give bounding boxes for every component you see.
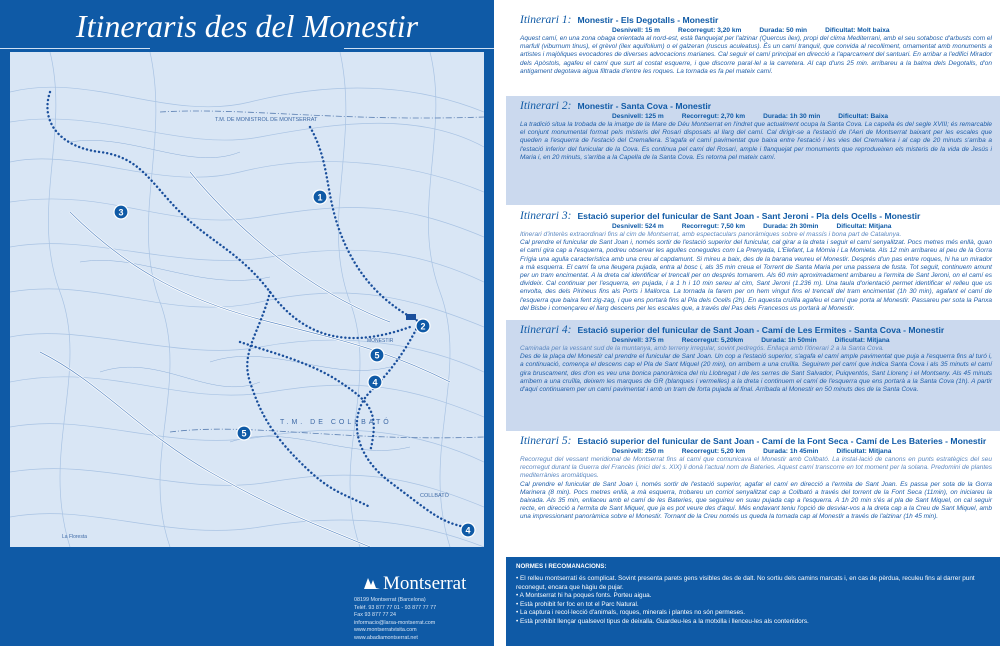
stat-durada: Durada: 50 min — [759, 27, 808, 34]
svg-text:3: 3 — [118, 207, 124, 218]
itinerary-label: Itinerari 4: — [520, 324, 572, 336]
stat-durada: Durada: 1h 50min — [761, 337, 817, 344]
route-marker-2[interactable] — [416, 319, 430, 333]
stat-durada: Durada: 1h 30 min — [763, 113, 821, 120]
route-map — [10, 52, 484, 547]
contour-lines — [10, 52, 484, 547]
svg-text:4: 4 — [465, 525, 471, 536]
stat-recorregut: Recorregut: 2,70 km — [681, 113, 746, 120]
route-marker-4[interactable] — [368, 375, 382, 389]
itinerary-stats — [612, 337, 992, 344]
norm-item: • A Montserrat hi ha poques fonts. Porteu aigua. — [516, 592, 652, 600]
contact-address: 08199 Montserrat (Barcelona) — [354, 597, 426, 603]
map-label-municipal-1: T.M. DE MONISTROL DE MONTSERRAT — [215, 117, 318, 123]
itinerary-description: Des de la plaça del Monestir cal prendre el funicular de Sant Joan. Un cop a l'estació superior, s'agafa el camí ample pavimentat que puja a l'esquerra fins al turó i, a continuació, comença el descens cap el Pla de Sant Miquel (20 min), on arribem a una cruïlla. Seguirem pel camí que indica Santa Cova i als 35 minuts el camí gira bruscament, des d'on es veu una bonica panoràmica del riu Llobregat i de les serres de Sant Salvador, Puiqventós, Sant Llorenç i el Montseny. Als 45 minuts arribem a una cruïlla, deixem les marques de GR (blanques i vermelles) a la dreta i continuem el camí de l'esquerra que ens portarà a la Santa Cova (1h). A partir d'aquí continuarem per un camí pavimentat i amb un tram de forta pujada al final. Arribada al Monestir en 50 minuts des de la Santa Cova. — [520, 353, 992, 394]
svg-text:4: 4 — [372, 377, 378, 388]
route-marker-3[interactable] — [114, 205, 128, 219]
norm-item: • Està prohibit fer foc en tot el Parc Natural. — [516, 600, 639, 608]
map-labels — [62, 117, 450, 540]
brand-name: Montserrat — [383, 573, 467, 594]
stat-dificultat: Dificultat: Baixa — [838, 113, 889, 120]
itinerary-5 — [506, 435, 1000, 555]
itinerary-name: Estació superior del funicular de Sant Joan - Camí de la Font Seca - Camí de Les Bateries - Monestir — [577, 436, 987, 446]
page-title: Itineraris des del Monestir — [75, 8, 419, 44]
itinerary-description: La tradició situa la trobada de la imatge de la Mare de Déu Montserrat en l'indret que actualment ocupa la Santa Cova. La capella és del segle XVIII; és remarcable el conjunt monumental format pels misteris del Rosari disposats al llarg del camí. Cal dirigir-se a l'estació de l'Aeri de Montserrat baixant per les escales que queden a l'esquerra de l'estació del Cremallera. S'agafa el camí pavimentat que baixa entre l'estació i les vies del Cremallera i al cap de 20 minuts s'arriba a l'estació inferior del funicular de la Cova. Es continua pel camí del Rosari, ample i flanquejat per monuments que reprodueixen els misteris de la vida de Jesús i Maria i, en 20 minuts, s'arriba a la Capella de la Santa Cova. Es retorna pel mateix camí. — [520, 121, 992, 161]
itinerary-description: Cal prendre el funicular de Sant Joan i, només sortir de l'estació superior del funicular, cal girar a la dreta i seguir el camí senyalitzat. Pocs metres més enllà, quan el camí gira cap a l'esquerra, podreu observar les agulles conegudes com La Prenyada, L'Elefant, La Mòmia i La Momieta. Als 12 min arribareu al peu de la Gorra Frígia una agulla característica amb una creu al capdamunt. Si mireu a baix, des de la barana veureu el Monestir. Després d'un pas entre roques, hi ha un mirador a mà esquerra. El camí fa una lleugera pujada, entra al bosc i, als 35 min creua el Torrent de Santa Maria per una passera de fusta. Tot seguit, continuem amunt per un tram encimentat. A la dreta cal identificar el trencall per on després tornarem. Als 60 min aproximadament arribareu a l'ermita de Sant Jeroni, on el camí es divideix. Cal continuar per l'esquerra, en pujada, i a 1 h i 10 min sereu al cim, Sant Jeroni (1.236 m). Una taula d'orientació permet identificar el relleu que us envolta, des dels Pirineus fins als Ports i Mallorca. La tornada la farem per on hem vingut fins el trencall del tram encimentat (1h 30 min), agafant el camí de l'esquerra que baixa fent zig-zag, i que ens portarà fins al Pla dels Ocells (2h). En aquesta cruïlla agafeu el camí que porta al Monestir. Passareu per sota la Panxa del Bisbe i començareu el llarg descens per les escales que, a través del Pas dels Francesos us portarà al Monestir. — [520, 239, 992, 312]
itinerary-stats — [612, 113, 992, 120]
stat-desnivell: Desnivell: 125 m — [612, 113, 664, 120]
map-label-collbato: COLLBATÓ — [420, 493, 449, 499]
contact-web-2[interactable]: www.abadiamontserrat.net — [354, 634, 418, 641]
stat-durada: Durada: 2h 30min — [763, 223, 819, 230]
itinerary-stats — [612, 448, 992, 455]
itinerary-3 — [506, 210, 1000, 318]
norm-item: • Està prohibit llençar qualsevol tipus de deixalla. Guardeu-les a la motxilla i llenceu-les als contenidors. — [516, 617, 809, 625]
map-label-la-floresta: La Floresta — [62, 534, 88, 540]
itinerary-intro: Itinerari d'interès extraordinari fins al cim de Montserrat, amb espectaculars panoràmiques sobre el massís i bona part de Catalunya. — [520, 231, 902, 238]
stat-recorregut: Recorregut: 3,20 km — [678, 27, 742, 34]
route-marker-1[interactable] — [313, 190, 327, 204]
itinerary-name: Estació superior del funicular de Sant Joan - Camí de Les Ermites - Santa Cova - Monestir — [577, 325, 945, 335]
svg-text:5: 5 — [374, 350, 380, 361]
itinerary-stats — [612, 27, 992, 34]
stat-desnivell: Desnivell: 375 m — [612, 337, 664, 344]
stat-recorregut: Recorregut: 5,20km — [681, 337, 744, 344]
title-rule-left — [0, 48, 150, 49]
norm-item: • El relleu montserratí és complicat. Sovint presenta parets gens visibles des de dalt. No sortiu dels camins marcats i, en cas de pèrdua, reculeu fins al darrer punt reconegut, encara que hàgiu de pujar. — [516, 575, 975, 591]
right-page — [506, 0, 1000, 646]
svg-text:2: 2 — [420, 321, 426, 332]
route-paths — [47, 92, 465, 527]
route-path-5 — [247, 292, 370, 507]
itinerary-intro: Caminada per la vessant sud de la muntanya, amb terreny irregular, sovint pedregós. Enllaça amb l'itinerari 2 a la Santa Cova. — [520, 345, 884, 352]
itinerary-label: Itinerari 1: — [520, 14, 572, 26]
itinerary-stats — [612, 223, 992, 230]
norm-item: • La captura i recol·lecció d'animals, roques, minerals i plantes no són permeses. — [516, 609, 746, 617]
itinerary-label: Itinerari 5: — [520, 435, 572, 447]
itinerary-name: Monestir - Els Degotalls - Monestir — [577, 15, 719, 25]
stat-recorregut: Recorregut: 5,20 km — [681, 448, 746, 455]
route-marker-5b[interactable] — [237, 426, 251, 440]
svg-text:1: 1 — [317, 192, 323, 203]
roads — [40, 172, 450, 547]
contact-email[interactable]: informacio@larsa-montserrat.com — [354, 619, 436, 626]
contact-block — [354, 597, 436, 643]
contour-lines-fine — [70, 140, 410, 450]
itinerary-description: Cal prendre el funicular de Sant Joan i, només sortir de l'estació superior, agafar el camí en direcció a l'ermita de Sant Joan. Es passa per sota de la Gorra Marinera (8 min). Pocs metres enllà, a mà esquerra, trobareu un corriol senyalitzat cap a Collbató a través del torrent de la Font Seca (11min), on iniciareu la baixada. Als 35 min, enllaceu amb el camí de les Bateries, que seguireu en suau pujada cap a l'esquerra. A 1h 20 min s'és al pla de Sant Miquel, on cal seguir recte, en direcció a l'ermita de Sant Miquel, que ja es pot veure des d'aquí. Més endavant teniu l'opció de desviar-vos a la dreta cap a la Creu de Sant Miquel, amb una impressionant panoràmica sobre el Monestir. Tornant de la Creu només us queda la tornada cap al Monestir a través de l'alzinar (1h 45 min). — [520, 480, 992, 521]
stat-desnivell: Desnivell: 524 m — [612, 223, 664, 230]
route-markers — [114, 190, 475, 537]
contact-phone: Telèf. 93 877 77 01 - 93 877 77 77 — [354, 604, 437, 611]
itinerary-label: Itinerari 3: — [520, 210, 572, 222]
itinerary-intro: Recorregut del vessant meridional de Montserrat fins al camí que comunicava el Monestir amb Collbató. La instal·lació de canons en punts estratègics del seu recorregut durant la Guerra del Francès (inici del s. XIX) li donà l'actual nom de Bateries. Aquest camí transcorre en tot moment per la solana. Predomini de plantes mediterrànies aromàtiques. — [520, 456, 992, 480]
stat-desnivell: Desnivell: 250 m — [612, 448, 664, 455]
route-path-1 — [310, 127, 420, 322]
stat-dificultat: Dificultat: Mitjana — [836, 448, 892, 455]
title-rule-right — [344, 48, 494, 49]
norms-title: NORMES I RECOMANACIONS: — [516, 563, 607, 570]
map-label-municipal-2: T.M. DE COLLBATÓ — [280, 419, 392, 426]
map-label-monestir: MONESTIR — [367, 338, 394, 344]
stat-desnivell: Desnivell: 15 m — [612, 27, 661, 34]
itinerary-2 — [506, 96, 1000, 205]
itinerary-name: Monestir - Santa Cova - Monestir — [577, 101, 712, 111]
contact-web-1[interactable]: www.montserratvisita.com — [354, 627, 417, 634]
route-marker-5[interactable] — [370, 348, 384, 362]
contact-fax: Fax 93 877 77 24 — [354, 612, 396, 619]
stat-recorregut: Recorregut: 7,50 km — [681, 223, 746, 230]
montserrat-logo-icon — [363, 574, 381, 592]
stat-dificultat: Dificultat: Mitjana — [836, 223, 892, 230]
stat-dificultat: Dificultat: Molt baixa — [825, 27, 890, 34]
itinerary-name: Estació superior del funicular de Sant Joan - Sant Jeroni - Pla dels Ocells - Monestir — [577, 211, 921, 221]
monastery-mark — [406, 314, 416, 320]
norms-band — [506, 557, 1000, 646]
left-page — [0, 0, 494, 646]
stat-dificultat: Dificultat: Mitjana — [834, 337, 890, 344]
itinerary-1 — [506, 14, 1000, 95]
route-marker-4b[interactable] — [461, 523, 475, 537]
itinerary-label: Itinerari 2: — [520, 100, 572, 112]
itinerary-4 — [506, 320, 1000, 431]
itinerary-description: Aquest camí, en una zona obaga orientada al nord-est, està flanquejat per l'alzinar (Quercus ilex), propi del clima Mediterrani, amb el seu sotabosc d'arbusts com el marfull (viburnum tinus), el grèvol (ilex aquifolium) o el galzeran (ruscus aculeatus). És un camí tranquil, que convida al recolliment, ornamentat amb monuments a artistes i majòliques evocadores de diverses advocacions marianes. Cal seguir el camí principal en direcció a l'aparcament del santuari. En arribar a l'edifici Mirador dels Apòstols, agafeu el camí que surt al costat esquerre, i que discorre paral·lel a la carretera. Al cap d'uns 25 min. arribareu a la balma dels Degotalls, d'on antigament degotava aigua filtrada d'entre les roques. La tornada es fa pel mateix camí. — [520, 35, 992, 75]
stat-durada: Durada: 1h 45min — [763, 448, 819, 455]
svg-text:5: 5 — [241, 428, 247, 439]
route-map-svg — [10, 52, 484, 547]
